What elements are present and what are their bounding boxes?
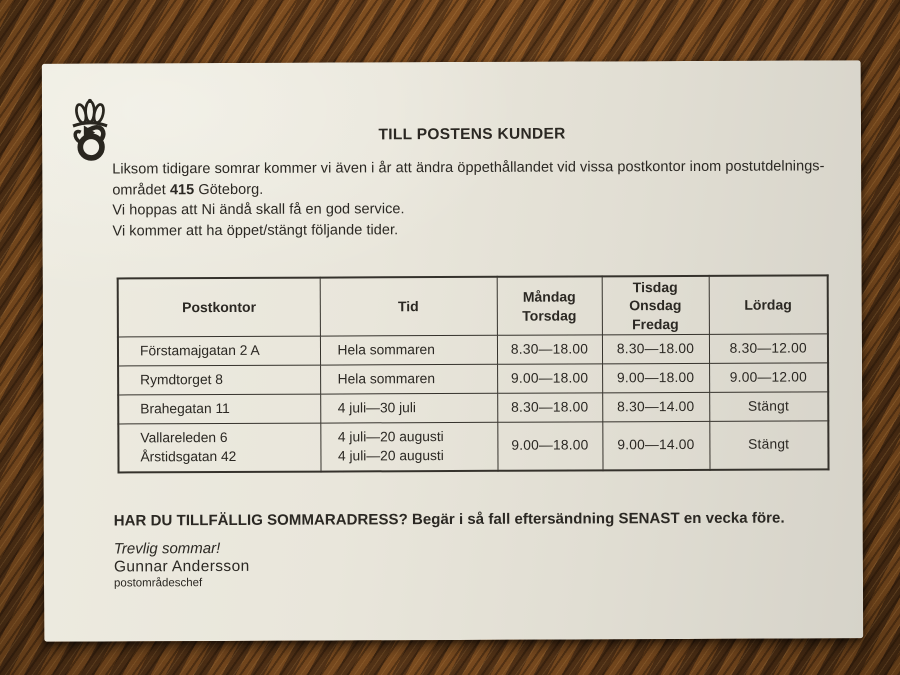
table-cell: 4 juli—30 juli [320, 393, 497, 423]
intro-line-3: Vi hoppas att Ni ändå skall få en god service. [112, 201, 405, 219]
table-header-row [118, 275, 828, 337]
table-cell: 8.30—18.00 [602, 334, 709, 363]
table-cell: Vallareleden 6 Årstidsgatan 42 [118, 423, 320, 472]
table-cell: Förstamajgatan 2 A [118, 336, 320, 366]
table-cell: 9.00—18.00 [497, 364, 602, 393]
signature-role: postområdeschef [113, 577, 203, 590]
header-postkontor: Postkontor [118, 278, 320, 337]
opening-hours-table [117, 274, 830, 473]
table-cell: Hela sommaren [320, 364, 497, 394]
intro-paragraph [112, 156, 868, 242]
page-title: TILL POSTENS KUNDER [378, 125, 566, 144]
intro-line-2: området 415 Göteborg. [112, 181, 264, 199]
table-cell: Stängt [709, 392, 828, 422]
table-cell: 8.30—12.00 [709, 334, 828, 364]
posten-crown-posthorn-icon [64, 97, 116, 163]
table-row [118, 363, 828, 395]
intro-line-1: Liksom tidigare somrar kommer vi även i år att ändra öppethållandet vid vissa postkontor inom postutdelnings- [112, 158, 825, 178]
table-cell: 8.30—18.00 [497, 335, 602, 364]
table-cell: 4 juli—20 augusti 4 juli—20 augusti [320, 422, 497, 471]
table-cell: Rymdtorget 8 [118, 365, 320, 395]
table-cell: 8.30—14.00 [602, 392, 709, 421]
header-lordag: Lördag [709, 275, 828, 334]
table-cell: 9.00—12.00 [709, 363, 828, 393]
signature-name: Gunnar Andersson [113, 557, 250, 576]
postal-area-code: 415 [169, 181, 195, 198]
summer-address-notice: HAR DU TILLFÄLLIG SOMMARADRESS? Begär i så fall eftersändning SENAST en vecka före. [113, 509, 785, 530]
table-row [118, 392, 828, 424]
table-cell: Brahegatan 11 [118, 394, 320, 424]
header-mandag-torsdag: Måndag Torsdag [497, 276, 602, 335]
table-cell: Stängt [709, 421, 828, 470]
table-row [118, 334, 828, 366]
table-cell: 8.30—18.00 [497, 393, 602, 422]
table-row [118, 421, 828, 473]
closing-greeting: Trevlig sommar! [113, 540, 221, 558]
table-cell: 9.00—18.00 [602, 363, 709, 392]
postcard [42, 60, 864, 642]
opening-hours-table-wrap [117, 274, 830, 473]
header-tid: Tid [320, 277, 497, 336]
table-cell: Hela sommaren [320, 335, 497, 365]
table-cell: 9.00—18.00 [497, 422, 602, 471]
table-cell: 9.00—14.00 [602, 421, 709, 470]
header-tisdag-onsdag-fredag: Tisdag Onsdag Fredag [602, 276, 709, 335]
intro-line-4: Vi kommer att ha öppet/stängt följande tider. [112, 222, 399, 240]
